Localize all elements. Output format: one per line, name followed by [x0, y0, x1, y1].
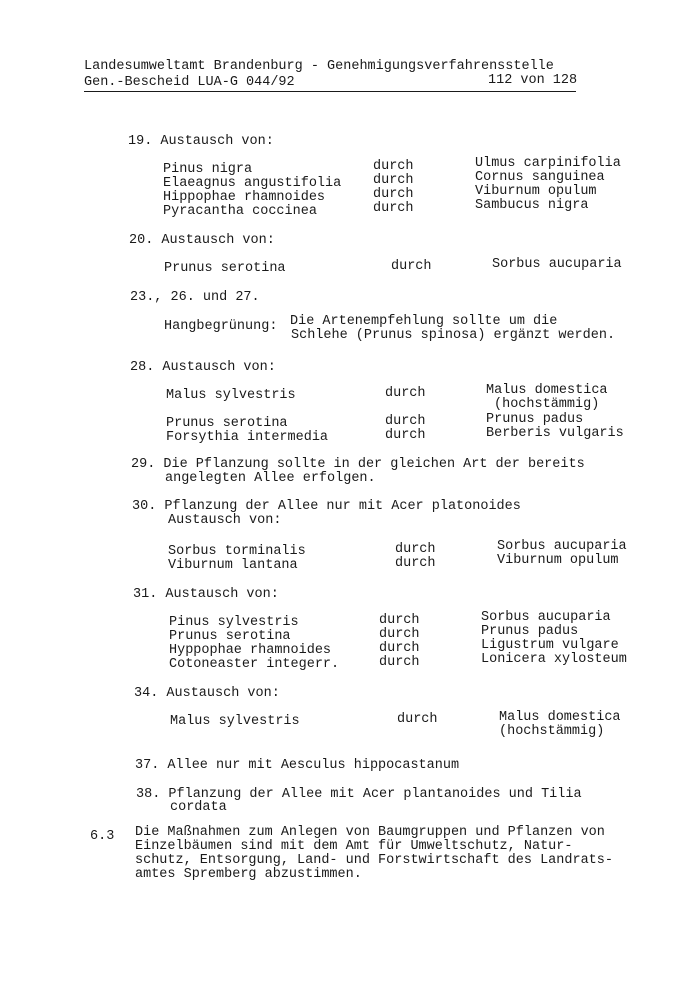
section-6-3-line1: Die Maßnahmen zum Anlegen von Baumgruppen und Pflanzen von: [135, 825, 605, 840]
s31-r4-from: Cotoneaster integerr.: [169, 657, 340, 672]
s31-r4-to: Lonicera xylosteum: [481, 652, 627, 667]
section-38-line1: 38. Pflanzung der Allee mit Acer plantanoides und Tilia: [136, 787, 582, 802]
section-19-title: 19. Austausch von:: [128, 134, 274, 149]
s31-r3-from: Hyppophae rhamnoides: [169, 643, 332, 658]
s30-r2-from: Viburnum lantana: [168, 558, 298, 573]
header-authority: Landesumweltamt Brandenburg - Genehmigungsverfahrensstelle: [84, 59, 554, 74]
s31-r3-by: durch: [379, 641, 420, 656]
s31-r3-to: Ligustrum vulgare: [481, 638, 619, 653]
s28-r1-note: (hochstämmig): [494, 397, 600, 412]
s28-r3-from: Forsythia intermedia: [166, 430, 329, 445]
s31-r2-by: durch: [379, 627, 420, 642]
s31-r2-from: Prunus serotina: [169, 629, 291, 644]
s30-r2-by: durch: [395, 556, 436, 571]
s30-r1-by: durch: [395, 542, 436, 557]
s23-line2: Schlehe (Prunus spinosa) ergänzt werden.: [291, 328, 616, 343]
s31-r2-to: Prunus padus: [481, 624, 579, 639]
section-31-title: 31. Austausch von:: [133, 587, 279, 602]
header-reference: Gen.-Bescheid LUA-G 044/92: [84, 75, 295, 90]
header-rule: [84, 91, 576, 92]
s31-r4-by: durch: [379, 655, 420, 670]
s28-r2-by: durch: [385, 414, 426, 429]
s34-r1-from: Malus sylvestris: [170, 714, 300, 729]
s23-label: Hangbegrünung:: [164, 319, 278, 334]
section-29-line2: angelegten Allee erfolgen.: [165, 471, 376, 486]
section-6-3-line3: schutz, Entsorgung, Land- und Forstwirtschaft des Landrats-: [135, 853, 613, 868]
section-34-title: 34. Austausch von:: [134, 686, 280, 701]
section-30-line1: 30. Pflanzung der Allee nur mit Acer platonoides: [132, 499, 521, 514]
s30-r1-to: Sorbus aucuparia: [497, 539, 627, 554]
section-38-line2: cordata: [170, 800, 227, 815]
section-29-line1: 29. Die Pflanzung sollte in der gleichen Art der bereits: [131, 457, 585, 472]
s28-r1-by: durch: [385, 386, 426, 401]
s19-r4-from: Pyracantha coccinea: [163, 204, 317, 219]
s28-r3-by: durch: [385, 428, 426, 443]
section-20-title: 20. Austausch von:: [129, 233, 275, 248]
s19-r3-by: durch: [373, 187, 414, 202]
s19-r2-from: Elaeagnus angustifolia: [163, 176, 342, 191]
s19-r3-to: Viburnum opulum: [475, 184, 597, 199]
s34-r1-note: (hochstämmig): [499, 724, 605, 739]
s19-r1-from: Pinus nigra: [163, 162, 253, 177]
s34-r1-to: Malus domestica: [499, 710, 621, 725]
s30-r1-from: Sorbus torminalis: [168, 544, 306, 559]
section-30-line2: Austausch von:: [168, 513, 282, 528]
s28-r1-from: Malus sylvestris: [166, 388, 296, 403]
s34-r1-by: durch: [397, 712, 438, 727]
s28-r3-to: Berberis vulgaris: [486, 426, 624, 441]
s28-r2-to: Prunus padus: [486, 412, 584, 427]
section-28-title: 28. Austausch von:: [130, 360, 276, 375]
s20-r1-to: Sorbus aucuparia: [492, 257, 622, 272]
s19-r1-by: durch: [373, 159, 414, 174]
section-6-3-line4: amtes Spremberg abzustimmen.: [135, 867, 362, 882]
s28-r2-from: Prunus serotina: [166, 416, 288, 431]
section-23-title: 23., 26. und 27.: [130, 290, 260, 305]
section-6-3-number: 6.3: [90, 829, 115, 844]
header-page-number: 112 von 128: [488, 73, 578, 88]
s19-r4-to: Sambucus nigra: [475, 198, 589, 213]
s23-line1: Die Artenempfehlung sollte um die: [290, 314, 558, 329]
section-6-3-line2: Einzelbäumen sind mit dem Amt für Umweltschutz, Natur-: [135, 839, 573, 854]
s20-r1-from: Prunus serotina: [164, 261, 286, 276]
s19-r1-to: Ulmus carpinifolia: [475, 156, 621, 171]
s20-r1-by: durch: [391, 259, 432, 274]
s31-r1-from: Pinus sylvestris: [169, 615, 299, 630]
s19-r2-to: Cornus sanguinea: [475, 170, 605, 185]
section-37-line1: 37. Allee nur mit Aesculus hippocastanum: [135, 758, 460, 773]
s30-r2-to: Viburnum opulum: [497, 553, 619, 568]
s31-r1-to: Sorbus aucuparia: [481, 610, 611, 625]
s19-r3-from: Hippophae rhamnoides: [163, 190, 326, 205]
s19-r2-by: durch: [373, 173, 414, 188]
s28-r1-to: Malus domestica: [486, 383, 608, 398]
s31-r1-by: durch: [379, 613, 420, 628]
s19-r4-by: durch: [373, 201, 414, 216]
